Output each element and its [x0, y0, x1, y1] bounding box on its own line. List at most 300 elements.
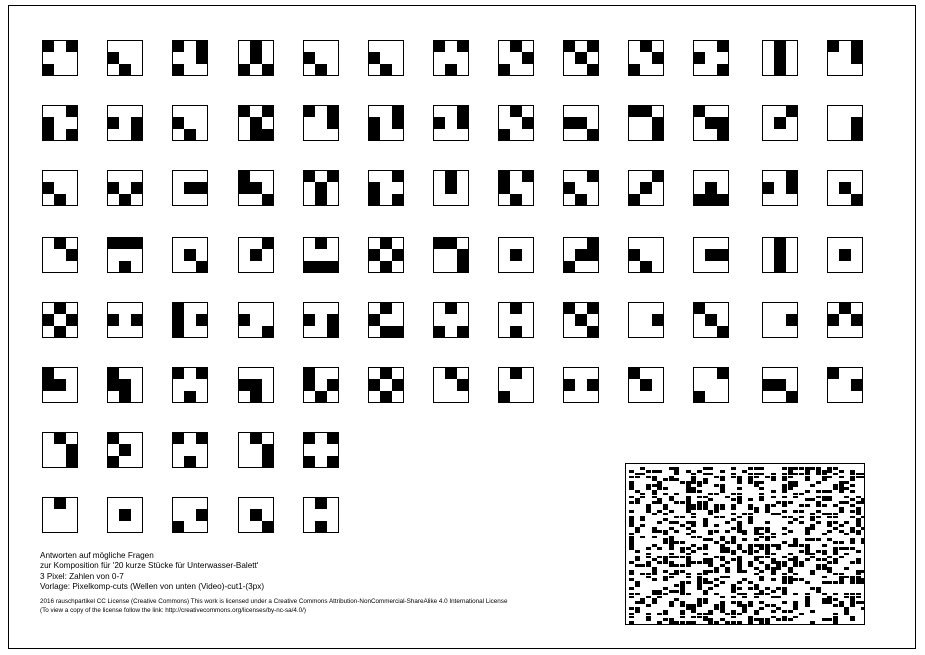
- pattern-pixel: [833, 467, 838, 470]
- tile-pixel: [66, 41, 77, 52]
- pixel-tile: [303, 367, 339, 403]
- pattern-pixel: [657, 561, 662, 564]
- tile-pixel: [828, 314, 839, 325]
- pattern-pixel: [799, 550, 804, 553]
- tile-pixel: [587, 41, 598, 52]
- pattern-pixel: [737, 613, 742, 616]
- pattern-pixel: [629, 616, 634, 619]
- pattern-pixel: [850, 561, 855, 564]
- pattern-pixel: [635, 593, 640, 596]
- pattern-pixel: [776, 567, 781, 570]
- pattern-pixel: [856, 513, 861, 516]
- tile-pixel: [239, 106, 250, 117]
- pattern-pixel: [725, 576, 730, 579]
- pattern-pixel: [680, 541, 685, 544]
- pattern-pixel: [646, 487, 651, 490]
- pattern-pixel: [731, 558, 736, 561]
- pixel-tile: [172, 497, 208, 533]
- pattern-pixel: [822, 533, 827, 536]
- pattern-pixel: [657, 621, 662, 624]
- pattern-pixel: [856, 533, 861, 536]
- pattern-pixel: [793, 473, 798, 476]
- tile-pixel: [575, 52, 586, 63]
- pixel-tile: [107, 302, 143, 338]
- pattern-pixel: [691, 507, 696, 510]
- pattern-pixel: [720, 624, 725, 625]
- tile-pixel: [445, 182, 456, 193]
- pattern-pixel: [771, 478, 776, 481]
- tile-pixel: [119, 238, 130, 249]
- pattern-pixel: [720, 470, 725, 473]
- pattern-pixel: [697, 561, 702, 564]
- tile-pixel: [43, 368, 54, 379]
- pattern-pixel: [833, 473, 838, 476]
- pattern-pixel: [680, 501, 685, 504]
- pattern-pixel: [810, 556, 815, 559]
- tile-pixel: [717, 64, 728, 75]
- tile-pixel: [786, 106, 797, 117]
- pattern-pixel: [629, 578, 634, 581]
- tile-pixel: [66, 444, 77, 455]
- pattern-pixel: [652, 484, 657, 487]
- tile-pixel: [43, 379, 54, 390]
- tile-pixel: [262, 456, 273, 467]
- pattern-pixel: [833, 527, 838, 530]
- pattern-pixel: [776, 607, 781, 610]
- pattern-pixel: [754, 484, 759, 487]
- pattern-pixel: [663, 507, 668, 510]
- pattern-pixel: [720, 550, 725, 553]
- pixel-tile: [303, 170, 339, 206]
- caption-line-2: zur Komposition für '20 kurze Stücke für Unterwasser-Balett': [40, 561, 259, 571]
- pattern-pixel: [663, 533, 668, 536]
- pattern-pixel: [822, 544, 827, 547]
- pattern-pixel: [652, 501, 657, 504]
- tile-pixel: [43, 117, 54, 128]
- pattern-pixel: [827, 556, 832, 559]
- pattern-pixel: [652, 530, 657, 533]
- tile-pixel: [196, 41, 207, 52]
- pattern-pixel: [827, 624, 832, 625]
- caption: [40, 551, 507, 615]
- tile-pixel: [380, 391, 391, 402]
- pattern-pixel: [771, 490, 776, 493]
- pattern-pixel: [799, 613, 804, 616]
- pattern-pixel: [810, 498, 815, 501]
- pattern-pixel: [708, 581, 713, 584]
- pattern-pixel: [646, 564, 651, 567]
- pattern-pixel: [657, 521, 662, 524]
- pattern-pixel: [754, 587, 759, 590]
- pattern-pixel: [725, 521, 730, 524]
- pattern-pixel: [827, 601, 832, 604]
- pattern-pixel: [844, 576, 849, 579]
- pattern-pixel: [850, 510, 855, 513]
- tile-pixel: [587, 238, 598, 249]
- pattern-pixel: [703, 473, 708, 476]
- tile-pixel: [445, 368, 456, 379]
- pattern-pixel: [731, 541, 736, 544]
- pattern-pixel: [861, 541, 865, 544]
- tile-pixel: [694, 52, 705, 63]
- pattern-pixel: [714, 607, 719, 610]
- pixel-tile: [42, 170, 78, 206]
- pattern-pixel: [731, 513, 736, 516]
- pattern-pixel: [782, 624, 787, 625]
- tile-pixel: [250, 433, 261, 444]
- tile-pixel: [108, 182, 119, 193]
- pixel-tile: [693, 170, 729, 206]
- pattern-pixel: [714, 541, 719, 544]
- pixel-tile: [498, 367, 534, 403]
- tile-pixel: [262, 521, 273, 532]
- pattern-pixel: [748, 553, 753, 556]
- pattern-pixel: [754, 538, 759, 541]
- pattern-pixel: [771, 544, 776, 547]
- pixel-tile: [42, 105, 78, 141]
- pattern-pixel: [674, 564, 679, 567]
- pattern-pixel: [691, 621, 696, 624]
- pattern-pixel: [742, 550, 747, 553]
- tile-pixel: [43, 64, 54, 75]
- pattern-pixel: [805, 504, 810, 507]
- pattern-pixel: [663, 513, 668, 516]
- pattern-pixel: [697, 547, 702, 550]
- pattern-pixel: [703, 547, 708, 550]
- tile-pixel: [250, 249, 261, 260]
- pattern-pixel: [805, 490, 810, 493]
- pixel-tile: [238, 170, 274, 206]
- pixel-tile: [172, 40, 208, 76]
- pattern-pixel: [788, 521, 793, 524]
- pattern-pixel: [680, 524, 685, 527]
- pattern-pixel: [822, 558, 827, 561]
- tile-pixel: [828, 41, 839, 52]
- tile-pixel: [587, 379, 598, 390]
- pattern-pixel: [652, 573, 657, 576]
- tile-pixel: [786, 182, 797, 193]
- pattern-pixel: [629, 496, 634, 499]
- pixel-tile: [762, 170, 798, 206]
- pattern-pixel: [754, 533, 759, 536]
- tile-pixel: [196, 433, 207, 444]
- pattern-pixel: [691, 544, 696, 547]
- pattern-pixel: [805, 558, 810, 561]
- pattern-pixel: [788, 553, 793, 556]
- pattern-pixel: [793, 544, 798, 547]
- pattern-pixel: [839, 581, 844, 584]
- pattern-pixel: [759, 607, 764, 610]
- pattern-pixel: [748, 467, 753, 470]
- tile-pixel: [304, 314, 315, 325]
- pattern-pixel: [680, 481, 685, 484]
- pattern-pixel: [827, 476, 832, 479]
- tile-pixel: [119, 64, 130, 75]
- pattern-pixel: [737, 624, 742, 625]
- pattern-pixel: [754, 573, 759, 576]
- license-line-1: 2016 rauschpartikel CC License (Creative Commons) This work is licensed under a Creative Commons Attribution-NonCommercial-ShareAlike 4.0 International License: [40, 598, 508, 606]
- pattern-pixel: [657, 556, 662, 559]
- pixel-tile: [827, 105, 863, 141]
- pixel-tile: [42, 237, 78, 273]
- pattern-pixel: [788, 581, 793, 584]
- pattern-pixel: [793, 484, 798, 487]
- pattern-pixel: [657, 470, 662, 473]
- pattern-pixel: [782, 556, 787, 559]
- pattern-pixel: [663, 561, 668, 564]
- pattern-pixel: [657, 501, 662, 504]
- tile-pixel: [239, 182, 250, 193]
- pattern-pixel: [691, 481, 696, 484]
- pixel-tile: [762, 40, 798, 76]
- pattern-pixel: [844, 624, 849, 625]
- pattern-pixel: [714, 493, 719, 496]
- pattern-pixel: [652, 513, 657, 516]
- pattern-pixel: [822, 504, 827, 507]
- pattern-pixel: [640, 564, 645, 567]
- pattern-pixel: [674, 598, 679, 601]
- tile-pixel: [457, 379, 468, 390]
- pixel-tile: [628, 237, 664, 273]
- tile-pixel: [587, 129, 598, 140]
- tile-pixel: [640, 182, 651, 193]
- pattern-pixel: [714, 556, 719, 559]
- pixel-tile: [303, 40, 339, 76]
- pattern-pixel: [720, 610, 725, 613]
- pattern-pixel: [759, 473, 764, 476]
- pixel-tile: [433, 40, 469, 76]
- pattern-pixel: [833, 581, 838, 584]
- pixel-tile: [762, 237, 798, 273]
- pattern-pixel: [833, 516, 838, 519]
- pattern-pixel: [759, 467, 764, 470]
- pixel-tile: [107, 367, 143, 403]
- pattern-pixel: [737, 501, 742, 504]
- pattern-pixel: [839, 490, 844, 493]
- tile-pixel: [66, 129, 77, 140]
- pattern-pixel: [680, 616, 685, 619]
- tile-pixel: [851, 379, 862, 390]
- pattern-pixel: [697, 604, 702, 607]
- tile-pixel: [629, 368, 640, 379]
- pattern-pixel: [827, 490, 832, 493]
- pattern-pixel: [640, 536, 645, 539]
- pixel-tile: [238, 105, 274, 141]
- pattern-pixel: [861, 476, 865, 479]
- tile-pixel: [304, 52, 315, 63]
- tile-pixel: [173, 303, 184, 314]
- tile-pixel: [839, 182, 850, 193]
- pattern-pixel: [697, 484, 702, 487]
- pattern-pixel: [822, 498, 827, 501]
- pixel-tile: [762, 105, 798, 141]
- tile-pixel: [564, 41, 575, 52]
- pattern-pixel: [686, 521, 691, 524]
- tile-pixel: [315, 182, 326, 193]
- tile-pixel: [262, 106, 273, 117]
- tile-pixel: [434, 117, 445, 128]
- pixel-tile: [563, 302, 599, 338]
- pattern-pixel: [788, 570, 793, 573]
- pattern-pixel: [782, 496, 787, 499]
- pattern-pixel: [720, 478, 725, 481]
- pattern-pixel: [635, 564, 640, 567]
- tile-pixel: [239, 379, 250, 390]
- pattern-pixel: [720, 538, 725, 541]
- pattern-pixel: [663, 593, 668, 596]
- pattern-pixel: [788, 530, 793, 533]
- pattern-pixel: [844, 496, 849, 499]
- pattern-pixel: [759, 570, 764, 573]
- tile-pixel: [239, 171, 250, 182]
- pattern-pixel: [748, 481, 753, 484]
- tile-pixel: [262, 444, 273, 455]
- pattern-pixel: [686, 533, 691, 536]
- pattern-pixel: [822, 576, 827, 579]
- tile-pixel: [457, 261, 468, 272]
- tile-pixel: [434, 326, 445, 337]
- tile-pixel: [575, 314, 586, 325]
- pattern-pixel: [629, 621, 634, 624]
- tile-pixel: [66, 314, 77, 325]
- pattern-pixel: [652, 496, 657, 499]
- pattern-pixel: [771, 553, 776, 556]
- tile-pixel: [304, 368, 315, 379]
- tile-pixel: [774, 117, 785, 128]
- pattern-pixel: [635, 558, 640, 561]
- pixel-tile: [693, 105, 729, 141]
- pattern-pixel: [822, 618, 827, 621]
- pattern-pixel: [714, 578, 719, 581]
- pixel-tile: [238, 432, 274, 468]
- pattern-pixel: [816, 473, 821, 476]
- pattern-pixel: [788, 476, 793, 479]
- pattern-pixel: [822, 513, 827, 516]
- pixel-tile: [172, 237, 208, 273]
- pattern-pixel: [805, 538, 810, 541]
- pattern-pixel: [839, 501, 844, 504]
- pattern-pixel: [737, 547, 742, 550]
- pattern-pixel: [805, 533, 810, 536]
- tile-pixel: [315, 391, 326, 402]
- pattern-pixel: [833, 573, 838, 576]
- pattern-pixel: [657, 613, 662, 616]
- pattern-pixel: [788, 618, 793, 621]
- tile-pixel: [774, 249, 785, 260]
- pattern-pixel: [748, 581, 753, 584]
- pixel-tile: [433, 302, 469, 338]
- pixel-tile: [628, 40, 664, 76]
- tile-pixel: [250, 509, 261, 520]
- pixel-tile: [42, 497, 78, 533]
- pattern-pixel: [674, 473, 679, 476]
- pixel-tile: [628, 367, 664, 403]
- tile-pixel: [717, 117, 728, 128]
- tile-pixel: [369, 379, 380, 390]
- pattern-pixel: [833, 553, 838, 556]
- pattern-pixel: [810, 621, 815, 624]
- pattern-pixel: [680, 593, 685, 596]
- pattern-pixel: [771, 561, 776, 564]
- tile-pixel: [54, 238, 65, 249]
- pattern-pixel: [646, 547, 651, 550]
- tile-pixel: [434, 41, 445, 52]
- tile-pixel: [66, 106, 77, 117]
- pattern-pixel: [748, 621, 753, 624]
- tile-pixel: [774, 261, 785, 272]
- pattern-pixel: [703, 553, 708, 556]
- pattern-pixel: [635, 501, 640, 504]
- tile-pixel: [304, 106, 315, 117]
- pattern-pixel: [861, 527, 865, 530]
- pattern-pixel: [816, 516, 821, 519]
- tile-pixel: [380, 303, 391, 314]
- pattern-pixel: [748, 564, 753, 567]
- pixel-tile: [563, 170, 599, 206]
- pattern-pixel: [686, 490, 691, 493]
- pattern-pixel: [793, 593, 798, 596]
- pattern-pixel: [844, 481, 849, 484]
- pattern-pixel: [725, 570, 730, 573]
- pattern-pixel: [839, 470, 844, 473]
- pattern-pixel: [737, 581, 742, 584]
- pattern-pixel: [771, 513, 776, 516]
- pattern-pixel: [816, 538, 821, 541]
- tile-pixel: [717, 368, 728, 379]
- pattern-pixel: [674, 541, 679, 544]
- tile-pixel: [705, 117, 716, 128]
- pattern-pixel: [725, 621, 730, 624]
- caption-line-1: Antworten auf mögliche Fragen: [40, 551, 154, 560]
- pattern-pixel: [731, 596, 736, 599]
- tile-pixel: [652, 314, 663, 325]
- pattern-pixel: [737, 604, 742, 607]
- tile-pixel: [315, 521, 326, 532]
- pattern-pixel: [782, 516, 787, 519]
- pixel-tile: [563, 367, 599, 403]
- pattern-pixel: [856, 524, 861, 527]
- tile-pixel: [510, 194, 521, 205]
- tile-pixel: [499, 129, 510, 140]
- pattern-pixel: [680, 570, 685, 573]
- pattern-pixel: [703, 593, 708, 596]
- tile-pixel: [262, 194, 273, 205]
- tile-pixel: [108, 456, 119, 467]
- pattern-pixel: [731, 621, 736, 624]
- pattern-pixel: [839, 524, 844, 527]
- pattern-pixel: [822, 490, 827, 493]
- tile-pixel: [828, 368, 839, 379]
- pattern-pixel: [861, 601, 865, 604]
- pattern-pixel: [839, 547, 844, 550]
- tile-pixel: [564, 117, 575, 128]
- pattern-pixel: [708, 498, 713, 501]
- pattern-pixel: [759, 481, 764, 484]
- tile-pixel: [851, 41, 862, 52]
- pattern-pixel: [833, 593, 838, 596]
- pattern-pixel: [856, 496, 861, 499]
- pattern-pixel: [737, 570, 742, 573]
- tile-pixel: [851, 52, 862, 63]
- tile-pixel: [131, 238, 142, 249]
- pattern-pixel: [799, 516, 804, 519]
- pattern-pixel: [731, 527, 736, 530]
- pattern-pixel: [827, 561, 832, 564]
- pattern-pixel: [742, 470, 747, 473]
- pixel-tile: [303, 497, 339, 533]
- pattern-pixel: [759, 547, 764, 550]
- pattern-pixel: [652, 470, 657, 473]
